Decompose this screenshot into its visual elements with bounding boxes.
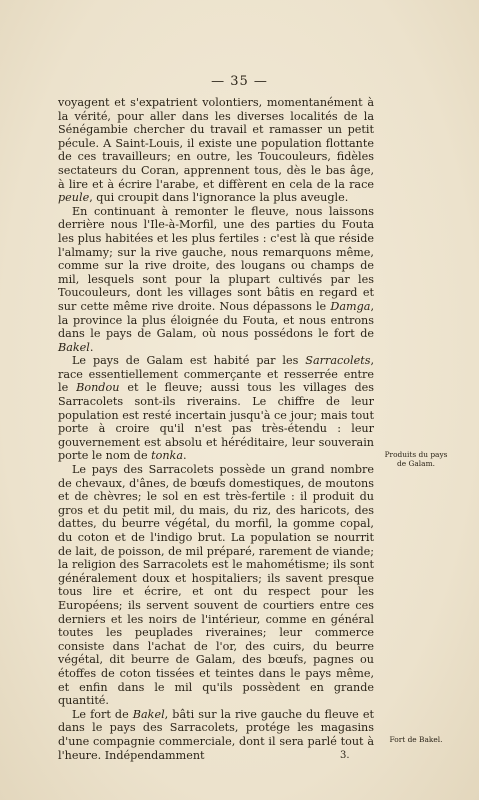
text-run: voyagent et s'expatrient volontiers, momentanément à la vérité, pour aller dans les diverses localités de la Sénégambie chercher du travail et ramasser un petit pécule. A Saint-Louis, il existe une population flottante de ces travailleurs; en outre, les Toucouleurs, fidèles sectateurs du Coran, apprennent tous, dès le bas âge, à lire et à écrire l'arabe, et diffèrent en cela de la race [58, 96, 374, 191]
text-run: En continuant à remonter le fleuve, nous laissons derrière nous l'Ile-à-Morfil, une des parties du Fouta les plus habitées et les plus fertiles : c'est là que réside l'almamy; sur la rive gauche, nous remarquons même, comme sur la rive droite, des lougans ou champs de mil, lesquels sont pour la plupart cultivés par les Toucouleurs, dont les villages sont bâtis en regard et sur cette même rive droite. Nous dépassons le [58, 204, 374, 313]
text-run: . [183, 449, 187, 463]
italic-term: peule [58, 191, 90, 205]
paragraph [58, 205, 374, 355]
signature-mark: 3. [340, 750, 350, 761]
text-run: Le pays de Galam est habité par les [72, 354, 306, 368]
paragraph [58, 354, 374, 463]
page-number: — 35 — [211, 74, 268, 89]
margin-note-fort: Fort de Bakel. [389, 735, 443, 744]
paragraph [58, 96, 374, 205]
text-run: . [89, 340, 94, 354]
body-text [58, 96, 374, 762]
text-run: , qui croupit dans l'ignorance la plus aveugle. [89, 191, 349, 205]
italic-term: Damga [330, 299, 371, 313]
italic-term: Bondou [76, 381, 120, 395]
italic-term: tonka [151, 449, 184, 463]
text-run: , race essentiellement commerçante et resserrée entre le [58, 354, 374, 395]
italic-term: Bakel [132, 707, 165, 721]
paragraph [58, 708, 374, 762]
text-run: , la province la plus éloignée du Fouta, et nous entrons dans le pays de Galam, où nous possédons le fort de [58, 299, 374, 341]
margin-note-produits: Produits du pays de Galam. [384, 450, 448, 468]
text-run: et le fleuve; aussi tous les villages des Sarracolets sont-ils riverains. Le chiffre de leur population est resté incertain jusqu'à ce jour; mais tout porte à croire qu'il n'est pas très-étendu : leur gouvernement est absolu et héréditaire, leur souverain porte le nom de [58, 381, 374, 463]
text-run: , bâti sur la rive gauche du fleuve et dans le pays des Sarracolets, protége les magasins d'une compagnie commerciale, dont il sera parlé tout à l'heure. Indépendamment [58, 707, 374, 762]
italic-term: Sarracolets [305, 354, 371, 368]
paragraph [58, 463, 374, 708]
text-run: Le fort de [72, 707, 133, 721]
text-run: Le pays des Sarracolets possède un grand nombre de chevaux, d'ânes, de bœufs domestiques, de moutons et de chèvres; le sol en est très-fertile : il produit du gros et du petit mil, du mais, du riz, des haricots, des dattes, du beurre végétal, du morfil, la gomme copal, du coton et de l'indigo brut. La population se nourrit de lait, de poisson, de mil préparé, rarement de viande; la religion des Sarracolets est le mahométisme; ils sont généralement doux et hospitaliers; ils savent presque tous lire et écrire, et ont du respect pour les Européens; ils servent souvent de courtiers entre ces derniers et les noirs de l'intérieur, comme en général toutes les peuplades riveraines; leur commerce consiste dans l'achat de l'or, des cuirs, du beurre végétal, dit beurre de Galam, des bœufs, pagnes ou étoffes de coton tissées et teintes dans le pays même, et enfin dans le mil qu'ils possèdent en grande quantité. [58, 463, 374, 708]
italic-term: Bakel [58, 340, 90, 354]
